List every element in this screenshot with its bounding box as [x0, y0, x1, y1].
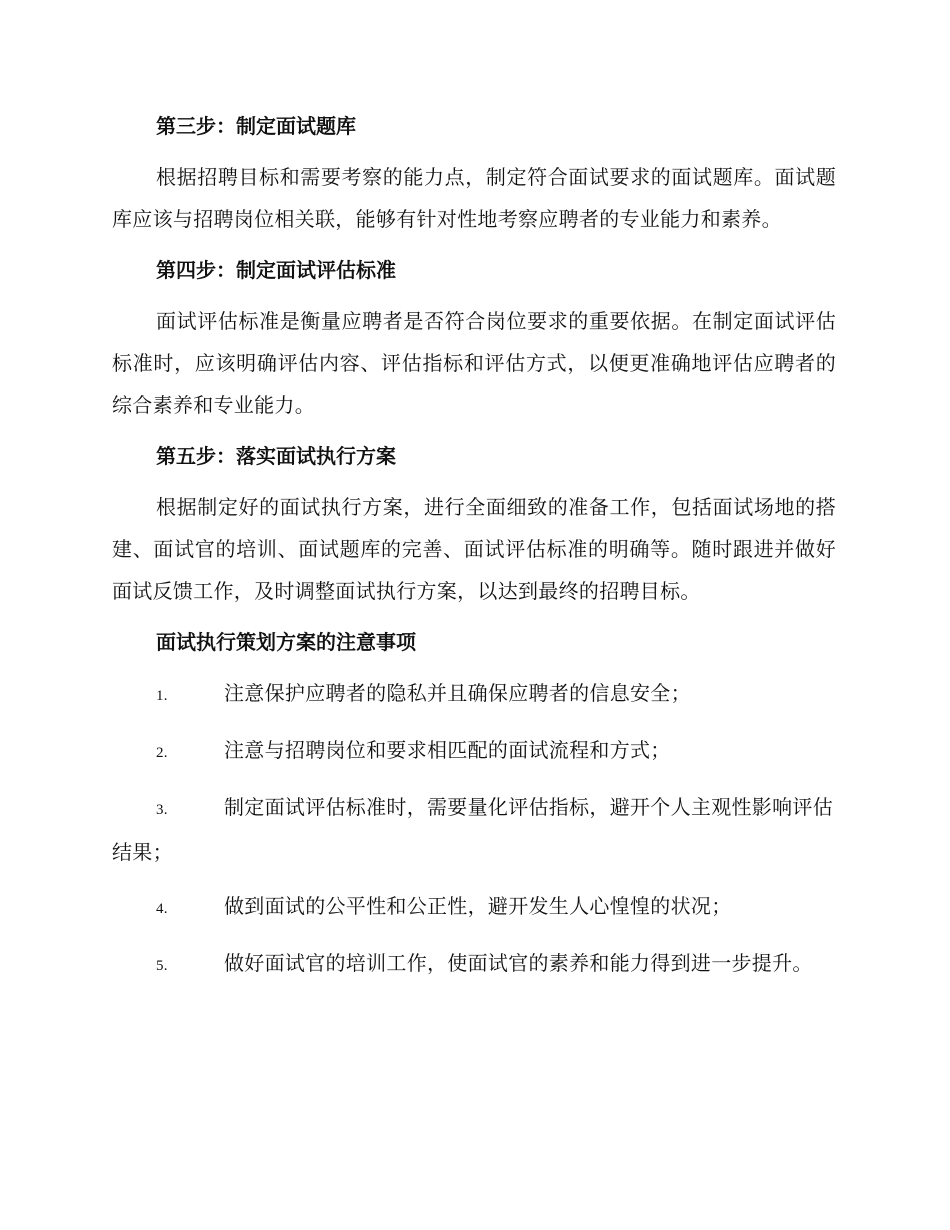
document-body — [112, 104, 836, 999]
list-item-text: 做到面试的公平性和公正性，避开发生人心惶惶的状况； — [224, 894, 732, 918]
section-paragraph-step3: 根据招聘目标和需要考察的能力点，制定符合面试要求的面试题库。面试题库应该与招聘岗位相关联，能够有针对性地考察应聘者的专业能力和素养。 — [112, 165, 836, 231]
list-item-number: 2. — [156, 745, 168, 761]
list-item-text: 注意保护应聘者的隐私并且确保应聘者的信息安全； — [224, 681, 691, 705]
list-item — [112, 672, 836, 717]
list-item-number: 1. — [156, 688, 168, 704]
section-paragraph-step4: 面试评估标准是衡量应聘者是否符合岗位要求的重要依据。在制定面试评估标准时，应该明确评估内容、评估指标和评估方式，以便更准确地评估应聘者的综合素养和专业能力。 — [112, 309, 836, 417]
section-heading-step4: 第四步：制定面试评估标准 — [156, 258, 396, 282]
list-item — [112, 942, 836, 987]
notes-heading: 面试执行策划方案的注意事项 — [156, 630, 416, 654]
list-item-text: 注意与招聘岗位和要求相匹配的面试流程和方式； — [224, 738, 671, 762]
notes-list — [112, 672, 836, 987]
list-item-number: 5. — [156, 958, 168, 974]
list-item — [112, 786, 836, 873]
section-heading-step5: 第五步：落实面试执行方案 — [156, 444, 396, 468]
list-item-text: 做好面试官的培训工作，使面试官的素养和能力得到进一步提升。 — [224, 951, 813, 975]
section-paragraph-step5: 根据制定好的面试执行方案，进行全面细致的准备工作，包括面试场地的搭建、面试官的培训、面试题库的完善、面试评估标准的明确等。随时跟进并做好面试反馈工作，及时调整面试执行方案，以达到最终的招聘目标。 — [112, 495, 836, 603]
list-item-number: 3. — [156, 802, 168, 818]
list-item-number: 4. — [156, 901, 168, 917]
list-item — [112, 885, 836, 930]
list-item-text: 制定面试评估标准时，需要量化评估指标，避开个人主观性影响评估结果； — [112, 795, 833, 864]
list-item — [112, 729, 836, 774]
section-heading-step3: 第三步：制定面试题库 — [156, 114, 356, 138]
